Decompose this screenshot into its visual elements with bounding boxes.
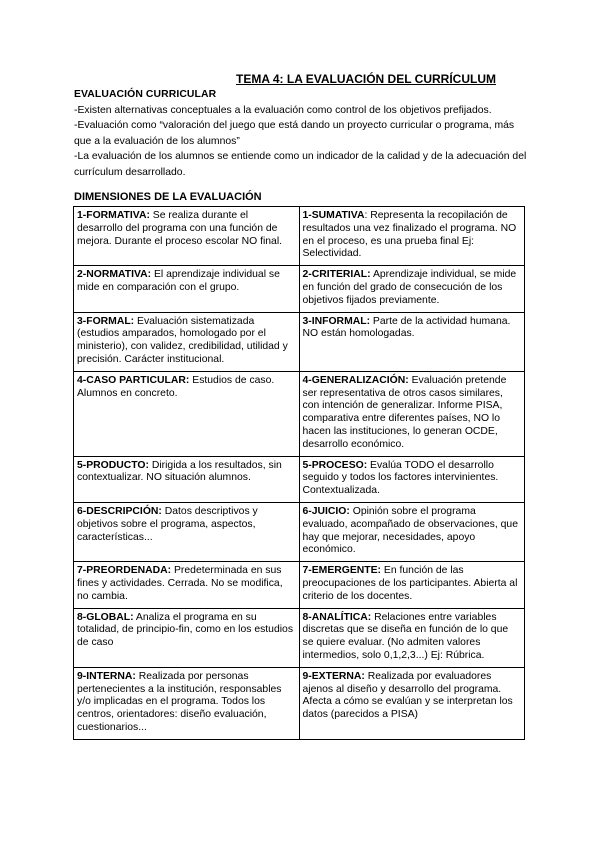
dimension-term: 5-PROCESO: xyxy=(302,459,368,471)
table-cell xyxy=(74,562,300,608)
dimension-description: Se realiza durante el desarrollo del programa con una función de mejora. Durante el proceso escolar NO final. xyxy=(77,210,283,247)
dimension-term: 2-CRITERIAL: xyxy=(302,269,371,281)
table-row xyxy=(74,456,525,502)
dimension-term: 7-PREORDENADA: xyxy=(77,565,172,577)
table-row xyxy=(74,266,525,312)
dimension-description: Evaluación sistematizada (estudios amparados, homologado por el ministerio), con validez, credibilidad, utilidad y precisión. Carácter institucional. xyxy=(77,315,288,365)
table-row xyxy=(74,502,525,561)
table-cell xyxy=(299,562,525,608)
table-row xyxy=(74,562,525,608)
table-cell xyxy=(299,502,525,561)
dimension-term: 2-NORMATIVA: xyxy=(77,269,152,281)
dimension-description: Opinión sobre el programa evaluado, acompañado de observaciones, que hay que mejorar, necesidades, apoyo económico. xyxy=(302,505,518,556)
table-cell xyxy=(299,608,525,667)
dimension-term: 7-EMERGENTE: xyxy=(302,565,382,577)
dimension-description: El aprendizaje individual se mide en comparación con el grupo. xyxy=(77,269,280,293)
intro-section xyxy=(74,87,534,180)
dimension-term: 3-FORMAL: xyxy=(77,315,135,327)
intro-paragraph-3: -La evaluación de los alumnos se entiende como un indicador de la calidad y de la adecuación del currículum desarrollado. xyxy=(74,151,527,178)
table-cell xyxy=(74,667,300,739)
dimension-description: Aprendizaje individual, se mide en función del grado de consecución de los objetivos fijados previamente. xyxy=(302,269,517,306)
table-cell xyxy=(299,266,525,312)
dimension-term: 9-EXTERNA: xyxy=(302,670,365,682)
table-row xyxy=(74,667,525,739)
dimension-description: Estudios de caso. Alumnos en concreto. xyxy=(77,374,275,399)
table-cell xyxy=(74,456,300,502)
dimension-description: Evalúa TODO el desarrollo seguido y todos los factores intervinientes. Contextualizada. xyxy=(302,459,499,497)
dimension-term: 6-DESCRIPCIÓN: xyxy=(77,505,162,517)
dimension-term: 1-SUMATIVA xyxy=(302,210,365,221)
table-cell xyxy=(299,456,525,502)
table-cell xyxy=(74,312,300,371)
table-row xyxy=(74,608,525,667)
table-cell xyxy=(299,312,525,371)
dimension-term: 1-FORMATIVA: xyxy=(77,210,150,221)
dimension-term: 8-ANALÍTICA: xyxy=(302,611,372,623)
dimension-term: 4-CASO PARTICULAR: xyxy=(77,374,190,386)
dimension-term: 4-GENERALIZACIÓN: xyxy=(302,374,409,386)
dimension-description: En función de las preocupaciones de los participantes. Abierta al criterio de los docentes. xyxy=(302,565,518,602)
dimension-description: Evaluación pretende ser representativa de otros casos similares, con intención de generalizar. Informe PISA, comparativa entre diferentes países, NO lo hacen las instituciones, lo generan OCDE, desarrollo económico. xyxy=(302,374,507,450)
dimension-term: 3-INFORMAL: xyxy=(302,315,371,327)
table-row xyxy=(74,312,525,371)
dimension-description: Realizada por evaluadores ajenos al diseño y desarrollo del programa. Afecta a cómo se evalúan y se interpretan los datos (parecidos a PISA) xyxy=(302,670,513,721)
dimension-description: Relaciones entre variables discretas que se diseña en función de lo que se quiere evaluar. (No admiten valores intermedios, solo 0,1,2,3...) Ej: Rúbrica. xyxy=(302,611,509,661)
table-cell xyxy=(74,502,300,561)
table-row xyxy=(74,207,525,266)
dimension-term: 9-INTERNA: xyxy=(77,670,136,682)
dimension-description: Parte de la actividad humana. NO están homologadas. xyxy=(302,315,511,340)
dimension-description: Realizada por personas pertenecientes a la institución, responsables y/o implicadas en el programa. Todos los centros, orientadores: diseño evaluación, cuestionarios... xyxy=(77,670,282,733)
dimension-description: : Representa la recopilación de resultados una vez finalizado el programa. NO en el proceso, es una prueba final Ej: Selectividad. xyxy=(302,210,517,260)
dimension-term: 8-GLOBAL: xyxy=(77,611,134,623)
table-cell xyxy=(299,207,525,266)
dimensions-heading: DIMENSIONES DE LA EVALUACIÓN xyxy=(74,191,262,203)
table-cell xyxy=(299,371,525,456)
intro-paragraph-2: -Evaluación como “valoración del juego que está dando un proyecto curricular o programa, más que a la evaluación de los alumnos” xyxy=(74,120,515,147)
table-cell xyxy=(74,207,300,266)
intro-paragraph-1: -Existen alternativas conceptuales a la evaluación como control de los objetivos prefijados. xyxy=(74,104,492,116)
dimension-description: Dirigida a los resultados, sin contextualizar. NO situación alumnos. xyxy=(77,459,282,484)
dimension-description: Predeterminada en sus fines y actividades. Cerrada. No se modifica, no cambia. xyxy=(77,565,283,602)
dimension-term: 6-JUICIO: xyxy=(302,505,350,517)
dimension-description: Analiza el programa en su totalidad, de principio-fin, como en los estudios de caso xyxy=(77,611,294,649)
section-heading: EVALUACIÓN CURRICULAR xyxy=(74,89,217,100)
table-cell xyxy=(74,371,300,456)
table-row xyxy=(74,371,525,456)
dimension-description: Datos descriptivos y objetivos sobre el programa, aspectos, características... xyxy=(77,505,258,543)
table-cell xyxy=(299,667,525,739)
table-cell xyxy=(74,608,300,667)
dimensions-table xyxy=(73,206,525,740)
page-title: TEMA 4: LA EVALUACIÓN DEL CURRÍCULUM xyxy=(236,72,496,86)
table-cell xyxy=(74,266,300,312)
dimension-term: 5-PRODUCTO: xyxy=(77,459,149,471)
